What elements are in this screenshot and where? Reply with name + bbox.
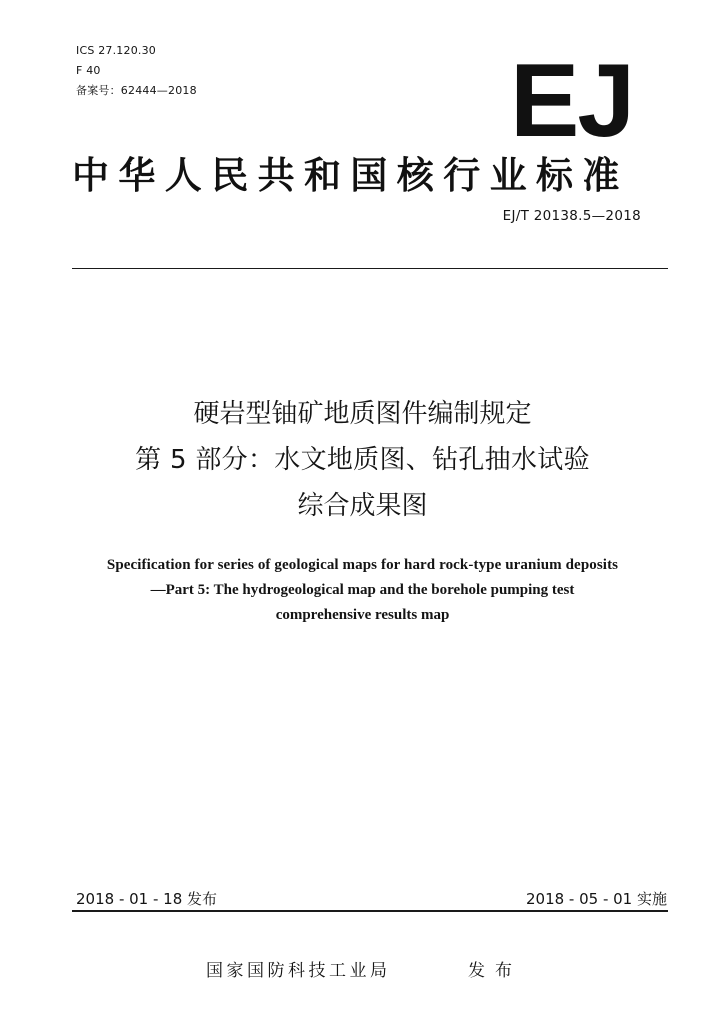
document-title-en-line3: comprehensive results map xyxy=(275,607,450,623)
document-title-cn-line1: 硬岩型铀矿地质图件编制规定 xyxy=(193,399,532,429)
top-divider xyxy=(72,268,668,269)
publisher-name: 国家国防科技工业局 xyxy=(206,961,391,981)
publish-label: 发布 xyxy=(468,961,522,981)
ej-logo: EJ xyxy=(510,43,634,159)
document-title-en-line1: Specification for series of geological maps for hard rock-type uranium deposits xyxy=(106,557,619,573)
standard-number: EJ/T 20138.5—2018 xyxy=(502,208,641,224)
implementation-date: 2018 - 05 - 01 实施 xyxy=(525,890,667,908)
standard-category-title: 中华人民共和国核行业标准 xyxy=(72,154,629,197)
issue-date: 2018 - 01 - 18 发布 xyxy=(76,890,218,908)
bottom-divider xyxy=(72,910,668,912)
document-title-en-line2: —Part 5: The hydrogeological map and the borehole pumping test xyxy=(150,582,575,598)
classification-code: F 40 xyxy=(76,64,101,77)
document-title-cn-line2: 第 5 部分：水文地质图、钻孔抽水试验 xyxy=(135,445,590,475)
document-title-cn-line3: 综合成果图 xyxy=(297,491,428,521)
ics-code: ICS 27.120.30 xyxy=(76,44,156,57)
record-number: 备案号：62444—2018 xyxy=(76,84,197,97)
